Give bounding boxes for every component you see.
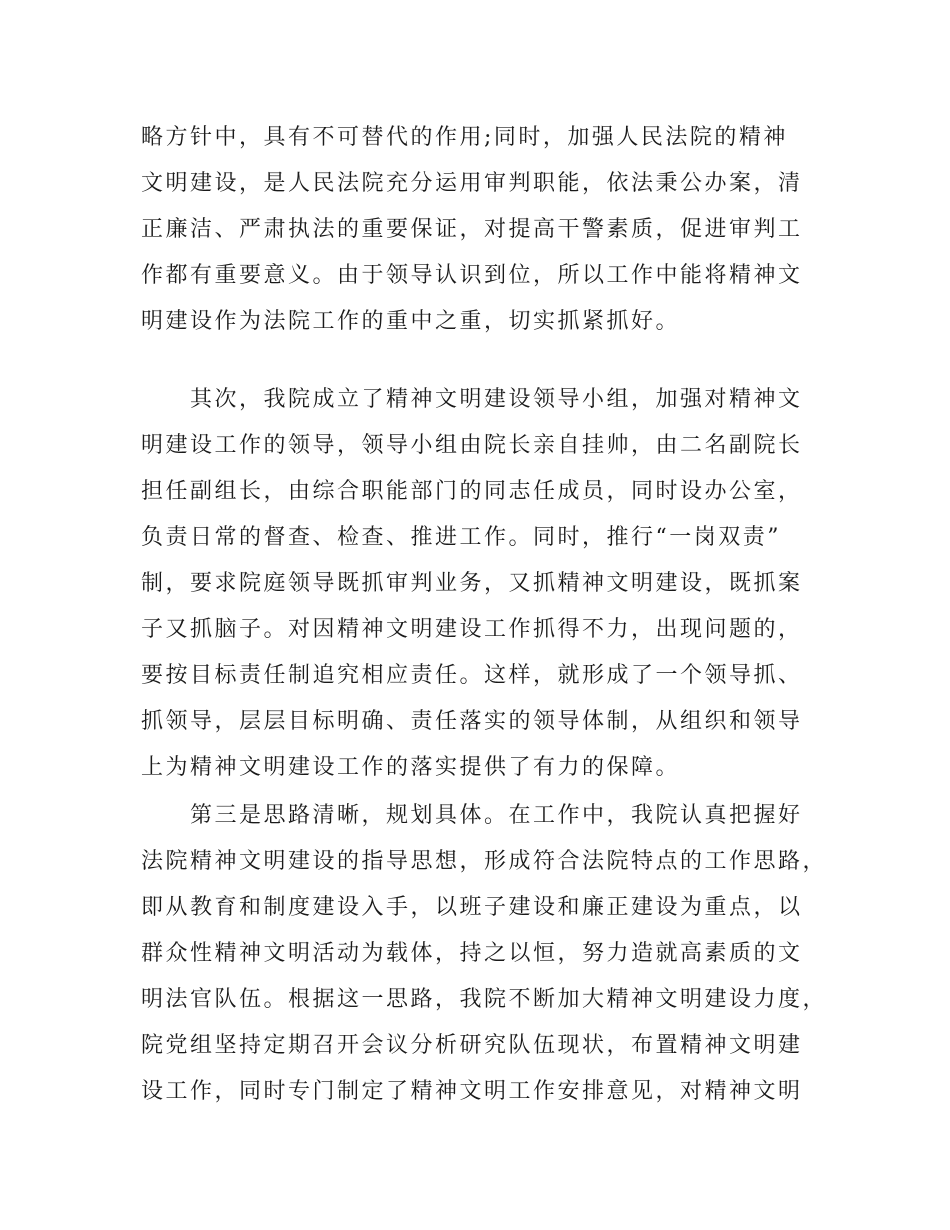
text-line: 第三是思路清晰，规划具体。在工作中，我院认真把握好 bbox=[141, 803, 803, 828]
text-line: 文明建设，是人民法院充分运用审判职能，依法秉公办案，清 bbox=[141, 171, 803, 196]
text-line: 抓领导，层层目标明确、责任落实的领导体制，从组织和领导 bbox=[141, 709, 803, 734]
text-line: 群众性精神文明活动为载体，持之以恒，努力造就高素质的文 bbox=[141, 941, 803, 966]
text-line: 即从教育和制度建设入手，以班子建设和廉正建设为重点，以 bbox=[141, 895, 803, 920]
text-line: 略方针中，具有不可替代的作用;同时，加强人民法院的精神 bbox=[141, 125, 788, 150]
text-line: 负责日常的督查、检查、推进工作。同时，推行“一岗双责” bbox=[141, 525, 781, 550]
text-line: 法院精神文明建设的指导思想，形成符合法院特点的工作思路， bbox=[141, 849, 828, 874]
text-line: 明建设作为法院工作的重中之重，切实抓紧抓好。 bbox=[141, 309, 681, 334]
text-line: 正廉洁、严肃执法的重要保证，对提高干警素质，促进审判工 bbox=[141, 217, 803, 242]
text-line: 明建设工作的领导，领导小组由院长亲自挂帅，由二名副院长 bbox=[141, 433, 803, 458]
text-line: 设工作，同时专门制定了精神文明工作安排意见，对精神文明 bbox=[141, 1079, 803, 1104]
text-line: 明法官队伍。根据这一思路，我院不断加大精神文明建设力度， bbox=[141, 987, 828, 1012]
text-line: 担任副组长，由综合职能部门的同志任成员，同时设办公室， bbox=[141, 479, 803, 504]
text-line: 要按目标责任制追究相应责任。这样，就形成了一个领导抓、 bbox=[141, 663, 803, 688]
text-line: 作都有重要意义。由于领导认识到位，所以工作中能将精神文 bbox=[141, 263, 803, 288]
paragraph-3 bbox=[141, 793, 841, 1115]
text-line: 其次，我院成立了精神文明建设领导小组，加强对精神文 bbox=[141, 387, 803, 412]
text-line: 上为精神文明建设工作的落实提供了有力的保障。 bbox=[141, 755, 681, 780]
paragraph-1 bbox=[141, 115, 841, 345]
text-line: 子又抓脑子。对因精神文明建设工作抓得不力，出现问题的， bbox=[141, 617, 803, 642]
paragraph-2 bbox=[141, 377, 841, 791]
text-line: 制，要求院庭领导既抓审判业务，又抓精神文明建设，既抓案 bbox=[141, 571, 803, 596]
text-line: 院党组坚持定期召开会议分析研究队伍现状，布置精神文明建 bbox=[141, 1033, 803, 1058]
